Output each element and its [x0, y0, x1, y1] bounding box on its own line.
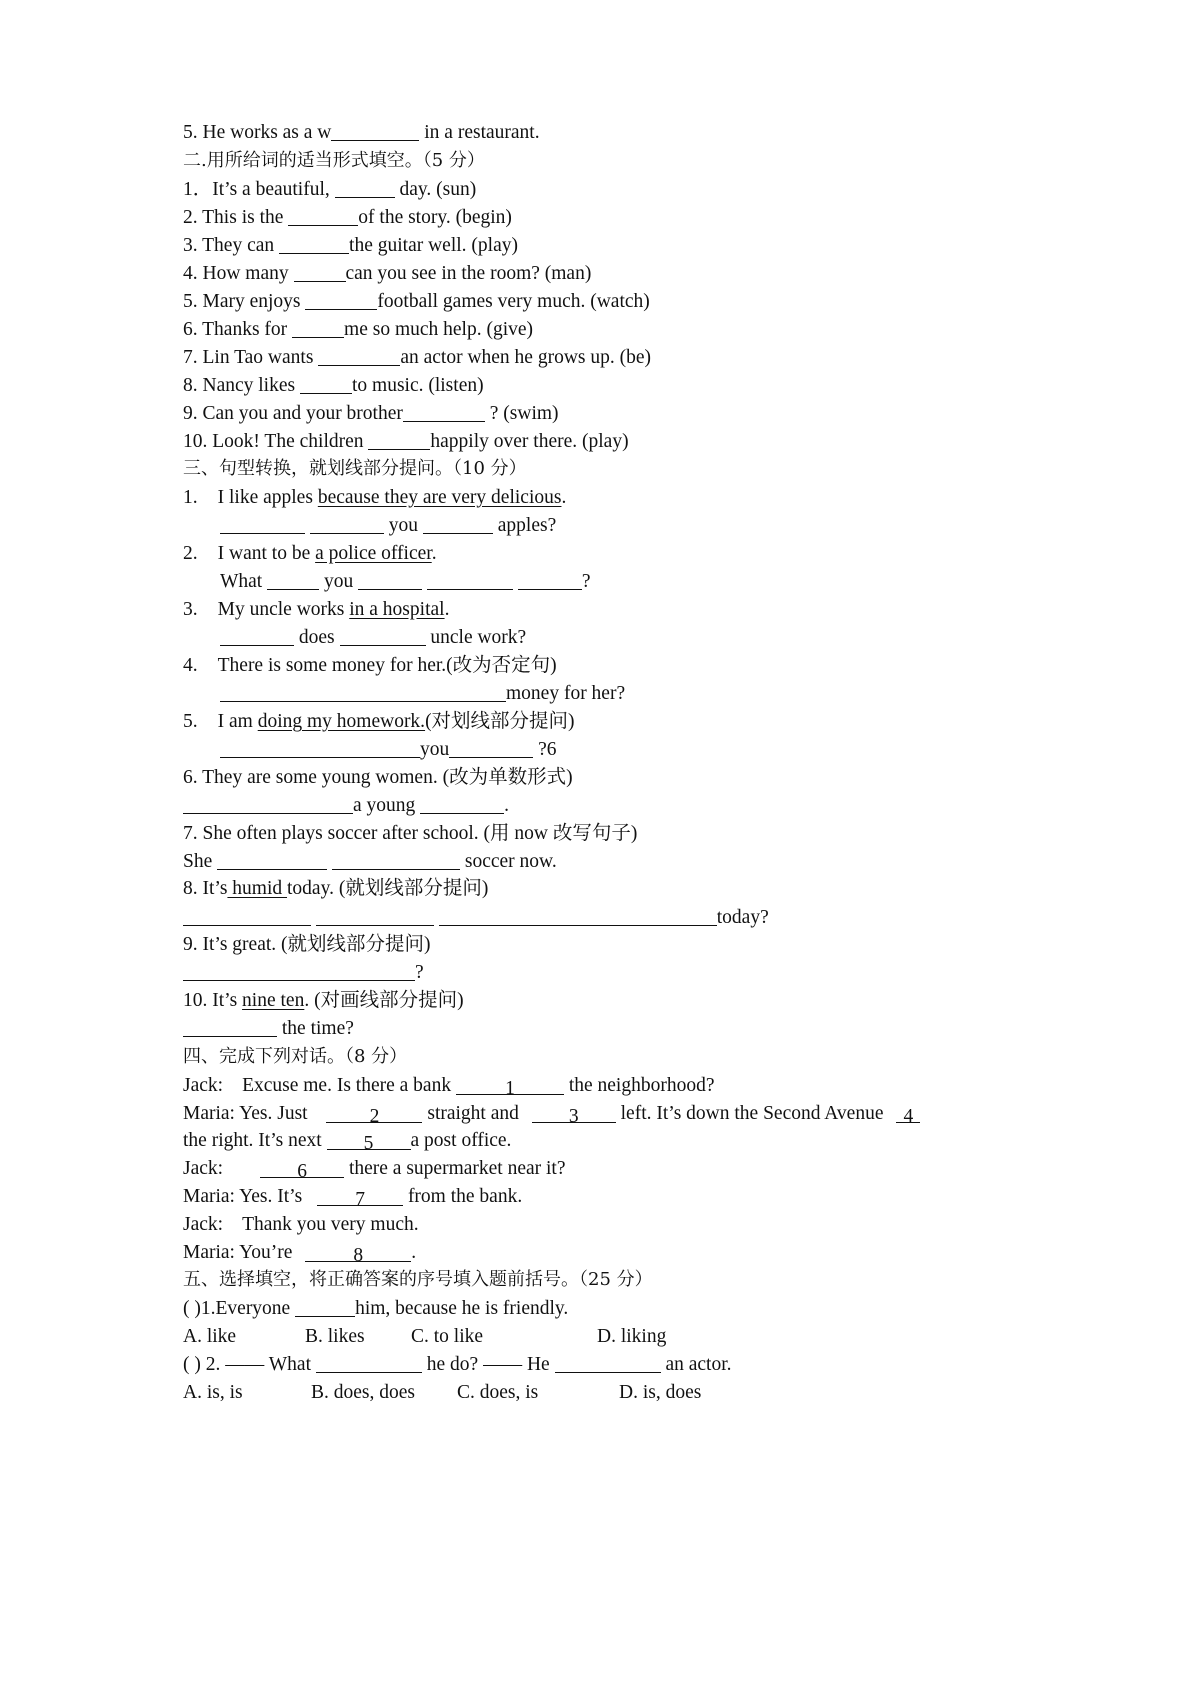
- part3-answer-10: the time?: [183, 1014, 354, 1044]
- option-a[interactable]: A. like: [183, 1326, 237, 1347]
- part3-answer-2: What you ?: [220, 571, 591, 592]
- part4-heading: 四、完成下列对话。（8 分）: [183, 1046, 408, 1067]
- part3-heading: 三、句型转换，就划线部分提问。（10 分）: [183, 458, 527, 479]
- part3-question-8: 8. It’s humid today. (就划线部分提问): [183, 878, 489, 899]
- part3-answer-9: ?: [183, 958, 424, 988]
- part2-question-5: 5. Mary enjoys football games very much. (watch): [183, 291, 650, 312]
- answer-blank-2[interactable]: 2: [326, 1102, 422, 1123]
- answer-blank[interactable]: [300, 373, 352, 394]
- part2-question-10: 10. Look! The children happily over there. (play): [183, 431, 629, 452]
- answer-blank[interactable]: [555, 1352, 661, 1373]
- answer-blank[interactable]: [358, 569, 422, 590]
- dialogue-line-5: Maria: Yes. It’s 7 from the bank.: [183, 1186, 523, 1210]
- part3-answer-3: does uncle work?: [220, 623, 526, 653]
- part3-question-9: 9. It’s great. (就划线部分提问): [183, 934, 431, 955]
- answer-blank-1[interactable]: 1: [456, 1074, 564, 1095]
- answer-paren[interactable]: ( ): [183, 1298, 201, 1319]
- answer-blank[interactable]: [340, 625, 426, 646]
- answer-blank[interactable]: [318, 345, 400, 366]
- answer-blank[interactable]: [310, 513, 384, 534]
- answer-blank[interactable]: [292, 317, 344, 338]
- answer-blank[interactable]: [305, 289, 377, 310]
- answer-blank[interactable]: [183, 1016, 277, 1037]
- answer-blank[interactable]: [217, 849, 327, 870]
- option-c[interactable]: C. does, is: [457, 1382, 539, 1403]
- part3-question-6: 6. They are some young women. (改为单数形式): [183, 767, 573, 788]
- answer-blank[interactable]: [279, 233, 349, 254]
- answer-blank[interactable]: [439, 905, 717, 926]
- answer-blank[interactable]: [183, 905, 311, 926]
- part1-question-5: 5. He works as a w in a restaurant.: [183, 122, 540, 143]
- answer-blank[interactable]: [294, 261, 346, 282]
- option-d[interactable]: D. liking: [597, 1326, 667, 1347]
- part5-heading: 五、选择填空，将正确答案的序号填入题前括号。（25 分）: [183, 1269, 653, 1290]
- part3-question-7: 7. She often plays soccer after school. (用 now 改写句子): [183, 823, 638, 844]
- answer-blank[interactable]: [331, 120, 419, 141]
- part3-question-1: 1. I like apples because they are very delicious.: [183, 487, 567, 508]
- part2-question-4: 4. How many can you see in the room? (man): [183, 263, 592, 284]
- option-c[interactable]: C. to like: [411, 1326, 484, 1347]
- answer-blank[interactable]: [183, 793, 353, 814]
- part3-question-3: 3. My uncle works in a hospital.: [183, 599, 450, 620]
- dialogue-line-6: Jack: Thank you very much.: [183, 1214, 419, 1235]
- answer-blank[interactable]: [220, 625, 294, 646]
- dialogue-line-4: Jack: 6 there a supermarket near it?: [183, 1158, 566, 1182]
- part2-question-3: 3. They can the guitar well. (play): [183, 235, 518, 256]
- part2-question-9: 9. Can you and your brother ? (swim): [183, 403, 559, 424]
- option-d[interactable]: D. is, does: [619, 1382, 702, 1403]
- part3-question-2: 2. I want to be a police officer.: [183, 543, 437, 564]
- answer-blank[interactable]: [335, 177, 395, 198]
- dialogue-line-1: Jack: Excuse me. Is there a bank 1 the neighborhood?: [183, 1075, 715, 1099]
- answer-blank[interactable]: [288, 205, 358, 226]
- answer-blank-8[interactable]: 8: [305, 1241, 411, 1262]
- option-a[interactable]: A. is, is: [183, 1382, 243, 1403]
- answer-blank[interactable]: [220, 513, 305, 534]
- answer-blank[interactable]: [403, 401, 485, 422]
- part3-answer-4: money for her?: [220, 679, 625, 709]
- part3-answer-5: you ?6: [220, 735, 557, 765]
- answer-blank-7[interactable]: 7: [317, 1185, 403, 1206]
- answer-blank[interactable]: [295, 1296, 355, 1317]
- answer-blank-6[interactable]: 6: [260, 1157, 344, 1178]
- part3-answer-1: you apples?: [220, 511, 556, 541]
- answer-blank[interactable]: [267, 569, 319, 590]
- answer-blank-4[interactable]: 4: [896, 1102, 920, 1123]
- part3-answer-8: today?: [183, 903, 769, 933]
- option-b[interactable]: B. likes: [305, 1326, 365, 1347]
- answer-blank[interactable]: [427, 569, 513, 590]
- mc-question-1: ( )1.Everyone him, because he is friendly.: [183, 1298, 569, 1319]
- answer-blank[interactable]: [316, 905, 434, 926]
- answer-blank[interactable]: [368, 429, 430, 450]
- part2-question-1: 1．It’s a beautiful, day. (sun): [183, 179, 477, 200]
- answer-blank-5[interactable]: 5: [327, 1129, 411, 1150]
- answer-blank[interactable]: [220, 681, 506, 702]
- dialogue-line-7: Maria: You’re 8 .: [183, 1242, 417, 1266]
- answer-blank[interactable]: [183, 960, 415, 981]
- answer-blank[interactable]: [220, 737, 420, 758]
- answer-blank[interactable]: [420, 793, 504, 814]
- part3-question-4: 4. There is some money for her.(改为否定句): [183, 655, 557, 676]
- part3-answer-6: a young .: [183, 791, 509, 821]
- part2-heading: 二.用所给词的适当形式填空。（5 分）: [183, 150, 485, 171]
- mc-question-2: ( ) 2. —— What he do? —— He an actor.: [183, 1354, 732, 1375]
- part2-question-6: 6. Thanks for me so much help. (give): [183, 319, 534, 340]
- answer-blank[interactable]: [423, 513, 493, 534]
- dialogue-line-3: the right. It’s next 5 a post office.: [183, 1130, 512, 1154]
- part3-answer-7: She soccer now.: [183, 851, 557, 872]
- answer-blank[interactable]: [518, 569, 582, 590]
- option-b[interactable]: B. does, does: [311, 1382, 415, 1403]
- part3-question-5: 5. I am doing my homework.(对划线部分提问): [183, 711, 575, 732]
- answer-paren[interactable]: ( ): [183, 1354, 201, 1375]
- part2-question-8: 8. Nancy likes to music. (listen): [183, 375, 484, 396]
- answer-blank[interactable]: [332, 849, 460, 870]
- answer-blank[interactable]: [316, 1352, 422, 1373]
- answer-blank-3[interactable]: 3: [532, 1102, 616, 1123]
- dialogue-line-2: Maria: Yes. Just 2 straight and 3 left. It’s down the Second Avenue 4: [183, 1099, 920, 1129]
- answer-blank[interactable]: [449, 737, 533, 758]
- part3-question-10: 10. It’s nine ten. (对画线部分提问): [183, 990, 464, 1011]
- part2-question-2: 2. This is the of the story. (begin): [183, 207, 512, 228]
- part2-question-7: 7. Lin Tao wants an actor when he grows up. (be): [183, 347, 652, 368]
